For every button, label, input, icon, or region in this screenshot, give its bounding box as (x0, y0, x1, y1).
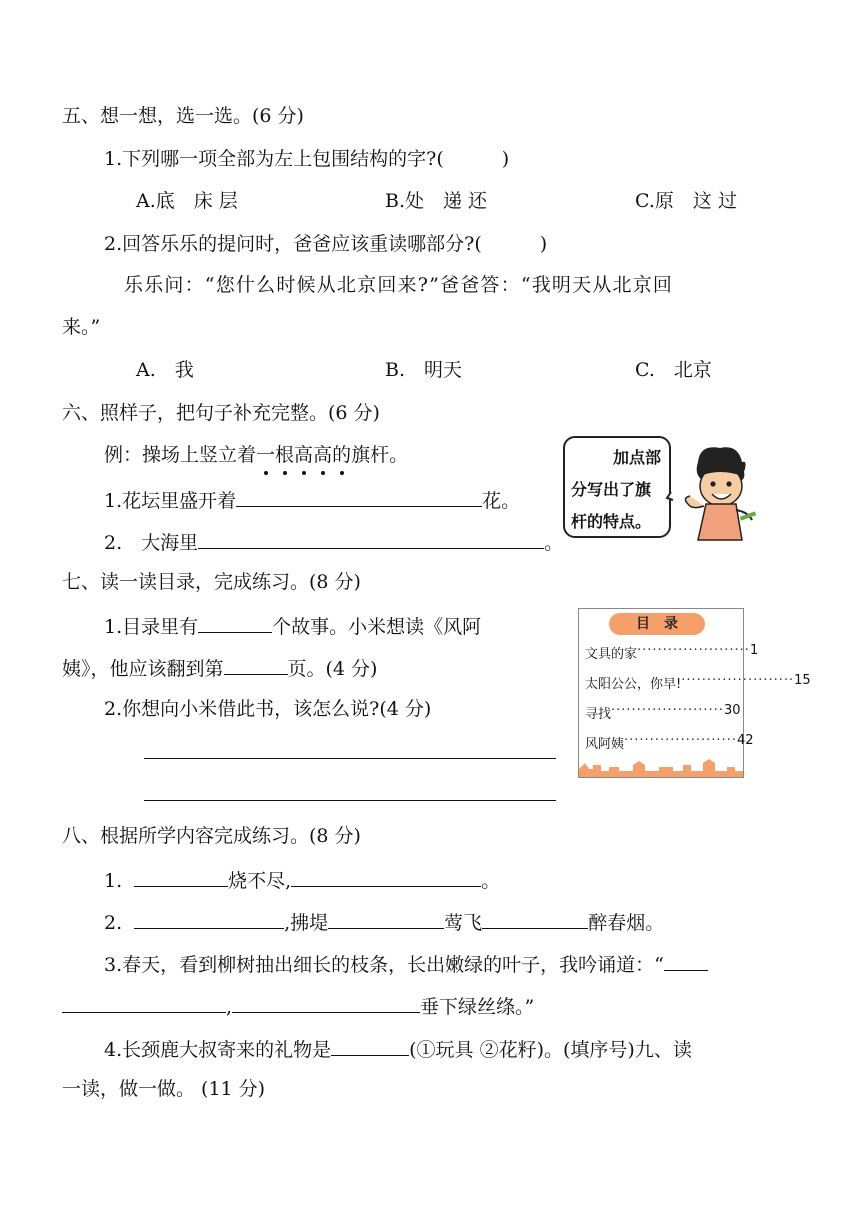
boy-cartoon-icon (668, 440, 760, 544)
example-pre: 例：操场上竖立着 (104, 444, 257, 466)
toc-entry-title: 文具的家 (585, 647, 638, 662)
question-8-2-num: 2. (104, 912, 123, 934)
blank-8-3-a[interactable] (664, 950, 708, 971)
toc-leader: ······················ (624, 733, 737, 748)
question-6-1-post: 花。 (482, 490, 521, 512)
blank-7-1-count[interactable] (198, 612, 272, 633)
question-8-4-line1 (104, 1035, 692, 1062)
toc-entry-page: 30 (723, 703, 741, 718)
answer-line-7-2-b[interactable] (144, 800, 556, 801)
question-6-1 (104, 486, 520, 513)
question-7-2: 2.你想向小米借此书，该怎么说?(4 分) (104, 698, 432, 720)
paren-close: ) (501, 148, 510, 170)
paren-close: ) (539, 233, 548, 255)
toc-entry (585, 733, 754, 752)
question-8-1-end: 。 (481, 870, 501, 892)
question-8-3-comma: , (226, 996, 233, 1018)
question-6-2-pre: 2. 大海里 (104, 532, 199, 554)
option-5-1-b: B.处 递 还 (385, 190, 488, 212)
question-5-1 (104, 147, 509, 171)
dotted-char: 一 (256, 444, 276, 466)
section-6-heading: 六、照样子，把句子补充完整。(6 分) (62, 402, 380, 424)
blank-8-3-b[interactable] (62, 992, 226, 1013)
blank-8-1-a[interactable] (134, 866, 228, 887)
option-5-2-c: C. 北京 (635, 359, 712, 381)
question-6-2-post: 。 (544, 532, 564, 554)
question-8-2-part-c: 醉春烟。 (588, 912, 665, 934)
question-8-2 (104, 908, 664, 935)
question-7-1-part-b: 个故事。小米想读《风阿 (272, 616, 482, 638)
toc-entry-title: 寻找 (585, 707, 612, 722)
toc-entry-page: 42 (736, 733, 754, 748)
question-8-3-line2 (62, 992, 534, 1019)
section-5-heading: 五、想一想，选一选。(6 分) (62, 105, 304, 127)
toc-entry-page: 1 (749, 643, 759, 658)
table-of-contents-card (578, 608, 811, 778)
dotted-char: 根 (275, 444, 295, 466)
blank-6-1[interactable] (236, 486, 482, 507)
toc-entry (585, 643, 759, 662)
blank-8-2-a[interactable] (134, 908, 284, 929)
toc-entry (585, 703, 741, 722)
example-sentence (104, 443, 408, 467)
question-5-2-passage-line1: 乐乐问：“您什么时候从北京回来?”爸爸答：“我明天从北京回 (124, 274, 674, 296)
question-5-2 (104, 232, 547, 256)
question-6-1-pre: 1.花坛里盛开着 (104, 490, 237, 512)
blank-7-1-page[interactable] (224, 654, 288, 675)
question-8-2-part-a: ,拂堤 (284, 912, 329, 934)
example-post: 旗杆。 (351, 444, 409, 466)
option-5-1-a: A.底 床 层 (136, 190, 238, 212)
toc-title: 目 录 (609, 613, 705, 635)
dotted-char: 高 (313, 444, 333, 466)
question-6-2 (104, 528, 563, 555)
dotted-char: 的 (332, 444, 352, 466)
question-5-1-text: 1.下列哪一项全部为左上包围结构的字?( (104, 148, 444, 170)
question-7-1-part-c: 姨》，他应该翻到第 (62, 658, 224, 680)
question-8-4-post: (①玩具 ②花籽)。(填序号)九、读 (409, 1039, 692, 1061)
bubble-line: 加点部 (612, 448, 661, 467)
question-5-2-passage-line2: 来。” (62, 316, 101, 338)
speech-bubble (563, 436, 671, 538)
blank-8-1-b[interactable] (291, 866, 481, 887)
answer-line-7-2-a[interactable] (144, 758, 556, 759)
question-8-2-part-b: 莺飞 (444, 912, 483, 934)
question-7-1-line2 (62, 654, 377, 681)
option-5-2-a: A. 我 (136, 359, 194, 381)
option-5-1-c: C.原 这 过 (635, 190, 737, 212)
option-5-2-b: B. 明天 (385, 359, 463, 381)
question-8-3-end: 垂下绿丝绦。” (420, 996, 535, 1018)
question-8-1-mid: 烧不尽, (228, 870, 292, 892)
blank-6-2[interactable] (198, 528, 544, 549)
blank-8-2-c[interactable] (482, 908, 588, 929)
question-7-1-part-a: 1.目录里有 (104, 616, 199, 638)
toc-leader: ······················ (637, 643, 750, 658)
blank-8-3-c[interactable] (232, 992, 420, 1013)
question-8-3-line1 (104, 950, 708, 977)
section-7-heading: 七、读一读目录，完成练习。(8 分) (62, 571, 361, 593)
question-8-4-line2: 一读，做一做。 (11 分) (62, 1078, 266, 1100)
town-skyline-icon (579, 759, 743, 777)
toc-leader: ······················ (681, 673, 795, 688)
bubble-line: 杆的特点。 (571, 512, 652, 531)
dotted-char: 高 (294, 444, 314, 466)
question-8-3-text: 3.春天，看到柳树抽出细长的枝条，长出嫩绿的叶子，我吟诵道：“ (104, 954, 664, 976)
section-8-heading: 八、根据所学内容完成练习。(8 分) (62, 825, 361, 847)
question-5-2-text: 2.回答乐乐的提问时，爸爸应该重读哪部分?( (104, 233, 482, 255)
toc-entry-title: 太阳公公，你早! (585, 677, 682, 692)
question-8-1 (104, 866, 500, 893)
toc-entry-title: 风阿姨 (585, 737, 625, 752)
bubble-line: 分写出了旗 (571, 480, 652, 499)
toc-entry-page: 15 (794, 673, 811, 688)
toc-leader: ······················ (611, 703, 724, 718)
blank-8-4[interactable] (331, 1035, 409, 1056)
blank-8-2-b[interactable] (328, 908, 444, 929)
question-8-1-num: 1. (104, 870, 123, 892)
toc-entry (585, 673, 811, 692)
question-7-1-part-d: 页。(4 分) (287, 658, 378, 680)
question-7-1-line1 (104, 612, 481, 639)
question-8-4-pre: 4.长颈鹿大叔寄来的礼物是 (104, 1039, 332, 1061)
